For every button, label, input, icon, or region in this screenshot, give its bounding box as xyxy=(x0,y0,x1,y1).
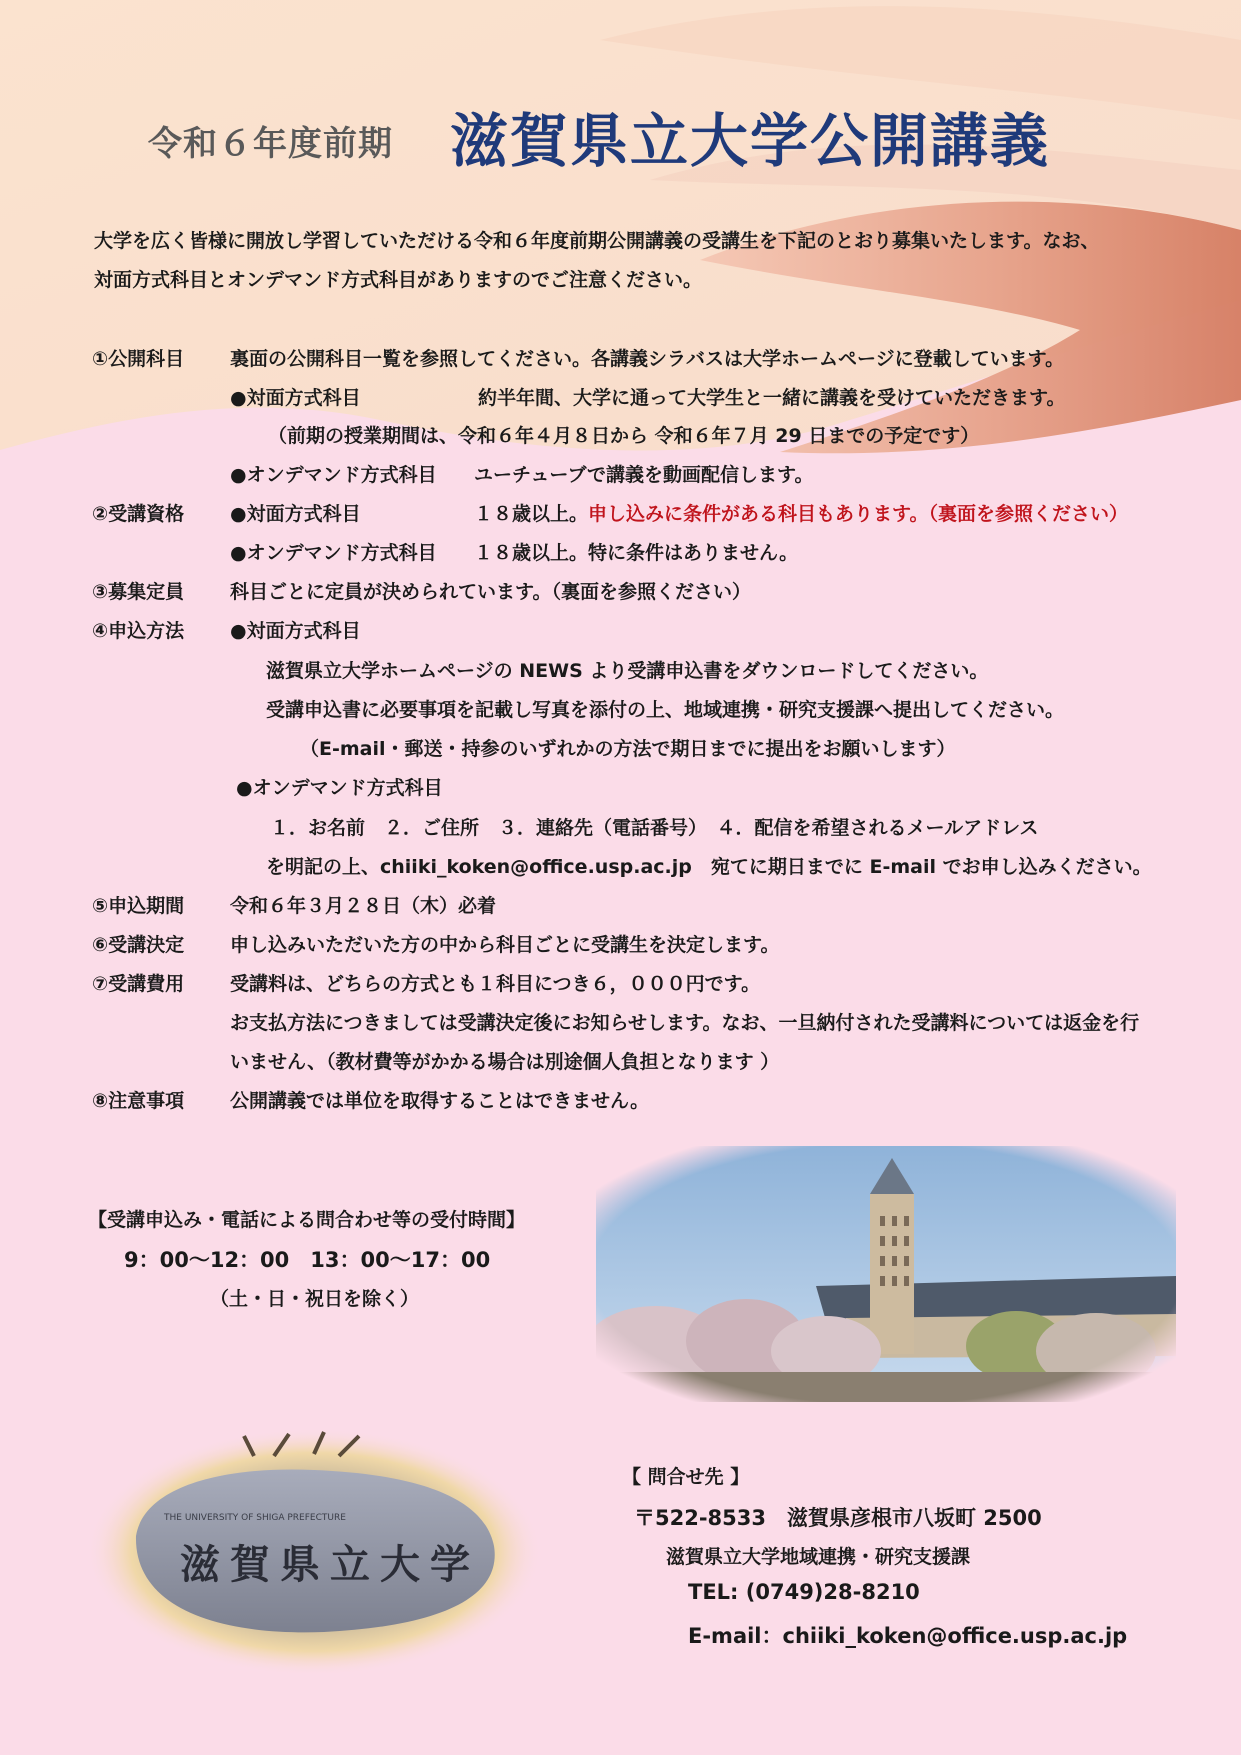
header-subtitle: 令和６年度前期 xyxy=(148,124,393,164)
section-text: 申し込みいただいた方の中から科目ごとに受講生を決定します。 xyxy=(230,934,780,956)
ondemand-label: ●オンデマンド方式科目 xyxy=(236,777,443,799)
section-label: ⑤申込期間 xyxy=(92,895,185,917)
contact-tel: TEL: (0749)28-8210 xyxy=(688,1580,920,1604)
contact-department: 滋賀県立大学地域連携・研究支援課 xyxy=(666,1546,971,1568)
condition-warning: 申し込みに条件がある科目もあります。（裏面を参照ください） xyxy=(588,503,1128,525)
eligibility-taimen xyxy=(474,499,1128,526)
contact-address: 〒522-8533 滋賀県彦根市八坂町 2500 xyxy=(634,1506,1042,1530)
campus-photo xyxy=(596,1146,1176,1402)
section-text: 受講料は、どちらの方式とも１科目につき６，０００円です。 xyxy=(230,973,761,995)
taimen-label: ●対面方式科目 xyxy=(230,503,361,525)
hours-note: （土・日・祝日を除く） xyxy=(210,1288,420,1310)
ondemand-label: ●オンデマンド方式科目 xyxy=(230,464,437,486)
section-label: ②受講資格 xyxy=(92,503,185,525)
section-deadline xyxy=(92,891,496,918)
section-fee xyxy=(92,969,760,996)
hours-title: 【受講申込み・電話による問合わせ等の受付時間】 xyxy=(88,1209,526,1231)
section-application xyxy=(92,616,361,643)
section-label: ⑧注意事項 xyxy=(92,1090,185,1112)
taimen-text: 約半年間、大学に通って大学生と一緒に講義を受けていただきます。 xyxy=(478,387,1066,409)
stone-english: THE UNIVERSITY OF SHIGA PREFECTURE xyxy=(164,1513,346,1523)
contact-email: E-mail：chiiki_koken@office.usp.ac.jp xyxy=(688,1624,1128,1648)
taimen-text: １８歳以上。 xyxy=(474,503,589,525)
fee-line-2: お支払方法につきましては受講決定後にお知らせします。なお、一旦納付された受講料については返金を行 xyxy=(230,1012,1140,1034)
application-line-2: 受講申込書に必要事項を記載し写真を添付の上、地域連携・研究支援課へ提出してください。 xyxy=(266,699,1065,721)
section-text: 公開講義では単位を取得することはできません。 xyxy=(230,1090,650,1112)
contact-title: 【 問合せ先 】 xyxy=(622,1466,750,1488)
ondemand-instructions: を明記の上、chiiki_koken@office.usp.ac.jp 宛てに期日までに E-mail でお申し込みください。 xyxy=(266,856,1152,878)
stone-kanji: 滋賀県立大学 xyxy=(180,1541,480,1588)
section-label: ①公開科目 xyxy=(92,348,185,370)
ondemand-text: １８歳以上。特に条件はありません。 xyxy=(474,542,799,564)
intro-line-1: 大学を広く皆様に開放し学習していただける令和６年度前期公開講義の受講生を下記のとおり募集いたします。なお、 xyxy=(94,230,1100,252)
section-public-subjects xyxy=(92,344,1064,371)
intro-line-2: 対面方式科目とオンデマンド方式科目がありますのでご注意ください。 xyxy=(94,269,703,291)
page-title: 滋賀県立大学公開講義 xyxy=(450,107,1051,175)
application-line-1: 滋賀県立大学ホームページの NEWS より受講申込書をダウンロードしてください。 xyxy=(266,660,989,682)
period-note: （前期の授業期間は、令和６年４月８日から 令和６年７月 29 日までの予定です） xyxy=(268,425,980,447)
section-decision xyxy=(92,930,779,957)
section-eligibility xyxy=(92,499,361,526)
section-notes xyxy=(92,1086,649,1113)
ondemand-label: ●オンデマンド方式科目 xyxy=(230,542,437,564)
section-label: ⑦受講費用 xyxy=(92,973,185,995)
university-stone-photo xyxy=(84,1426,544,1678)
section-capacity xyxy=(92,577,751,604)
fee-line-3: いません、（教材費等がかかる場合は別途個人負担となります ） xyxy=(230,1051,780,1073)
section-label: ④申込方法 xyxy=(92,620,185,642)
application-line-3: （E-mail・郵送・持参のいずれかの方法で期日までに提出をお願いします） xyxy=(300,738,956,760)
taimen-label: ●対面方式科目 xyxy=(230,387,361,409)
ondemand-text: ユーチューブで講義を動画配信します。 xyxy=(474,464,814,486)
ondemand-items: １．お名前 ２．ご住所 ３．連絡先（電話番号） ４．配信を希望されるメールアドレス xyxy=(270,817,1039,839)
hours-times: 9：00～12：00 13：00～17：00 xyxy=(124,1248,491,1272)
section-text: 科目ごとに定員が決められています。（裏面を参照ください） xyxy=(230,581,751,603)
section-text: 令和６年３月２８日（木）必着 xyxy=(230,895,497,917)
section-text: 裏面の公開科目一覧を参照してください。各講義シラバスは大学ホームページに登載しています。 xyxy=(230,348,1065,370)
section-label: ③募集定員 xyxy=(92,581,185,603)
taimen-label: ●対面方式科目 xyxy=(230,620,361,642)
section-label: ⑥受講決定 xyxy=(92,934,185,956)
